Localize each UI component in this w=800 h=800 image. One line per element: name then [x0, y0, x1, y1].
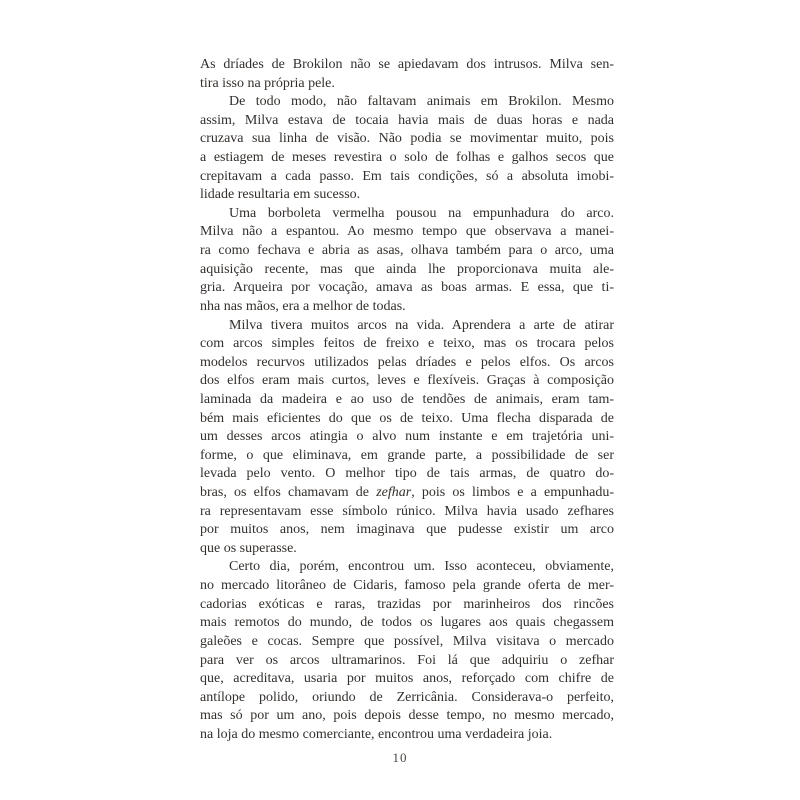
- paragraph: [200, 558, 614, 744]
- text-line: dos elfos eram mais curtos, leves e flexíveis. Graças à composição: [200, 373, 614, 389]
- text-line: cadorias exóticas e raras, trazidas por marinheiros dos rincões: [200, 596, 614, 612]
- paragraph: [200, 93, 614, 205]
- paragraph: [200, 317, 614, 559]
- text-line: tira isso na própria pele.: [200, 75, 335, 91]
- text-line: modelos recurvos utilizados pelas dríades e pelos elfos. Os arcos: [200, 354, 614, 370]
- text-line: ra representavam esse símbolo rúnico. Milva havia usado zefhares: [200, 503, 614, 519]
- paragraph: [200, 205, 614, 317]
- text-line: na loja do mesmo comerciante, encontrou uma verdadeira joia.: [200, 726, 553, 742]
- text-line: um desses arcos atingia o alvo num instante e em trajetória uni-: [200, 429, 614, 445]
- text-line: mas só por um ano, pois depois desse tempo, no mesmo mercado,: [200, 708, 614, 724]
- text-block: [200, 56, 614, 745]
- text-line: aquisição recente, mas que ainda lhe proporcionava muita ale-: [200, 261, 614, 277]
- page-number: 10: [392, 750, 408, 765]
- text-line: antílope polido, oriundo de Zerricânia. Considerava-o perfeito,: [200, 689, 614, 705]
- text-line: gria. Arqueira por vocação, amava as boas armas. E essa, que ti-: [200, 280, 614, 296]
- text-line: bém mais eficientes do que os de teixo. Uma flecha disparada de: [200, 410, 614, 426]
- text-line: De todo modo, não faltavam animais em Brokilon. Mesmo: [229, 94, 614, 110]
- text-line: forme, o que eliminava, em grande parte, a possibilidade de ser: [200, 447, 614, 463]
- text-line: por muitos anos, nem imaginava que pudesse existir um arco: [200, 522, 614, 538]
- text-segment: bras, os elfos chamavam de: [200, 485, 377, 501]
- text-line: Uma borboleta vermelha pousou na empunhadura do arco.: [229, 205, 614, 221]
- text-line: no mercado litorâneo de Cidaris, famoso pela grande oferta de mer-: [200, 578, 614, 594]
- text-line: galeões e cocas. Sempre que possível, Milva visitava o mercado: [200, 633, 614, 649]
- text-line: cruzava sua linha de visão. Não podia se movimentar muito, pois: [200, 131, 614, 147]
- text-line: Milva tivera muitos arcos na vida. Aprendera a arte de atirar: [229, 317, 614, 333]
- text-segment: , pois os limbos e a empunhadu-: [411, 485, 614, 501]
- text-line: Certo dia, porém, encontrou um. Isso aconteceu, obviamente,: [229, 559, 614, 575]
- italic-term: zefhar: [376, 485, 412, 501]
- text-line: assim, Milva estava de tocaia havia mais de duas horas e nada: [200, 112, 614, 128]
- text-line: Milva não a espantou. Ao mesmo tempo que observava a manei-: [200, 224, 614, 240]
- text-line: que os superasse.: [200, 540, 297, 556]
- paragraph: [200, 56, 614, 93]
- text-line: nha nas mãos, era a melhor de todas.: [200, 298, 406, 314]
- text-line: crepitavam a cada passo. Em tais condições, só a absoluta imobi-: [200, 168, 614, 184]
- text-line: com arcos simples feitos de freixo e teixo, mas os trocara pelos: [200, 336, 614, 352]
- text-line: que, acreditava, usaria por muitos anos, reforçado com chifre de: [200, 671, 614, 687]
- text-line: [200, 484, 614, 503]
- text-line: As dríades de Brokilon não se apiedavam dos intrusos. Milva sen-: [200, 57, 614, 72]
- text-line: para ver os arcos ultramarinos. Foi lá que adquiriu o zefhar: [200, 652, 614, 668]
- text-line: mais remotos do mundo, de todos os lugares aos quais chegassem: [200, 615, 614, 631]
- text-line: lidade resultaria em sucesso.: [200, 187, 361, 203]
- text-line: ra como fechava e abria as asas, olhava também para o arco, uma: [200, 243, 614, 259]
- text-line: a estiagem de meses revestira o solo de folhas e galhos secos que: [200, 150, 614, 166]
- text-line: levada pelo vento. O melhor tipo de tais armas, de quatro do-: [200, 466, 614, 482]
- text-line: laminada da madeira e ao uso de tendões de animais, eram tam-: [200, 391, 614, 407]
